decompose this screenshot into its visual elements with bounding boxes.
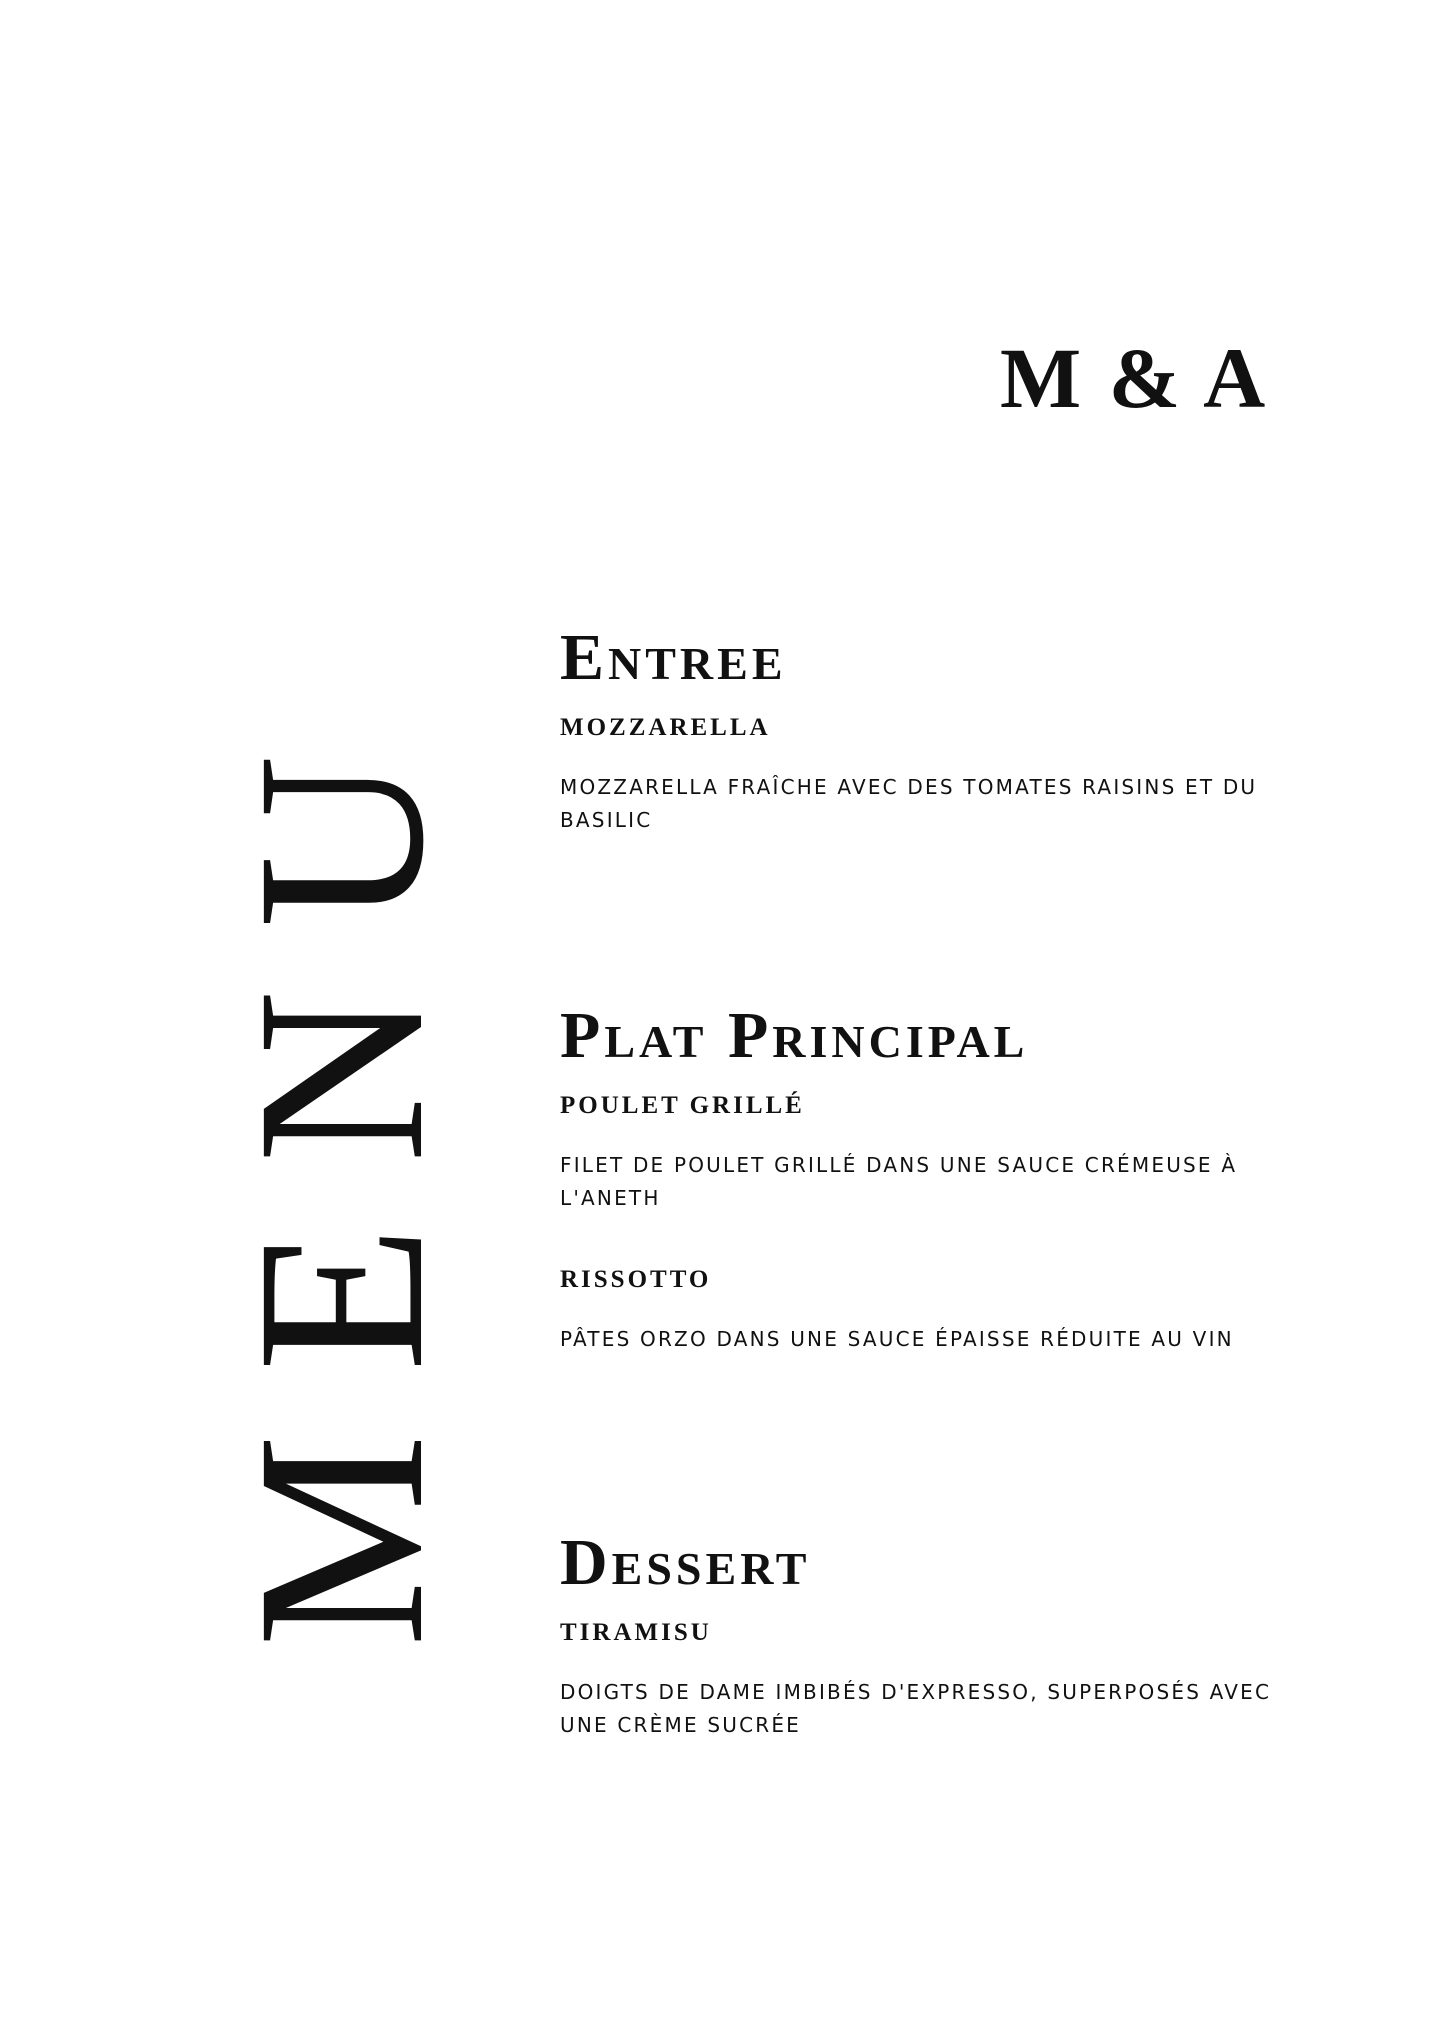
dish-name: RISSOTTO [560,1266,712,1293]
section-title: Entree [560,621,787,694]
dish-item [560,1091,1350,1215]
section-dessert [560,1526,1350,1742]
dish-item [560,1618,1350,1742]
dish-description: PÂTES ORZO DANS UNE SAUCE ÉPAISSE RÉDUITE AU VIN [560,1327,1234,1351]
dish-description: MOZZARELLA FRAÎCHE AVEC DES TOMATES RAISINS ET DU BASILIC [560,775,1258,832]
dish-item [560,713,1350,837]
dish-item [560,1265,1350,1356]
vertical-menu-title-text: MENU [207,692,473,1648]
monogram: M & A [1000,330,1269,426]
section-title: Plat Principal [560,999,1029,1072]
dish-description: DOIGTS DE DAME IMBIBÉS D'EXPRESSO, SUPERPOSÉS AVEC UNE CRÈME SUCRÉE [560,1680,1272,1737]
dish-name: POULET GRILLÉ [560,1092,805,1119]
dish-name: MOZZARELLA [560,714,771,741]
vertical-menu-title [207,645,473,1695]
section-title: Dessert [560,1526,811,1599]
dish-description: FILET DE POULET GRILLÉ DANS UNE SAUCE CRÉMEUSE À L'ANETH [560,1153,1238,1210]
section-plat-principal [560,999,1350,1356]
dish-name: TIRAMISU [560,1619,712,1646]
section-entree [560,621,1350,837]
